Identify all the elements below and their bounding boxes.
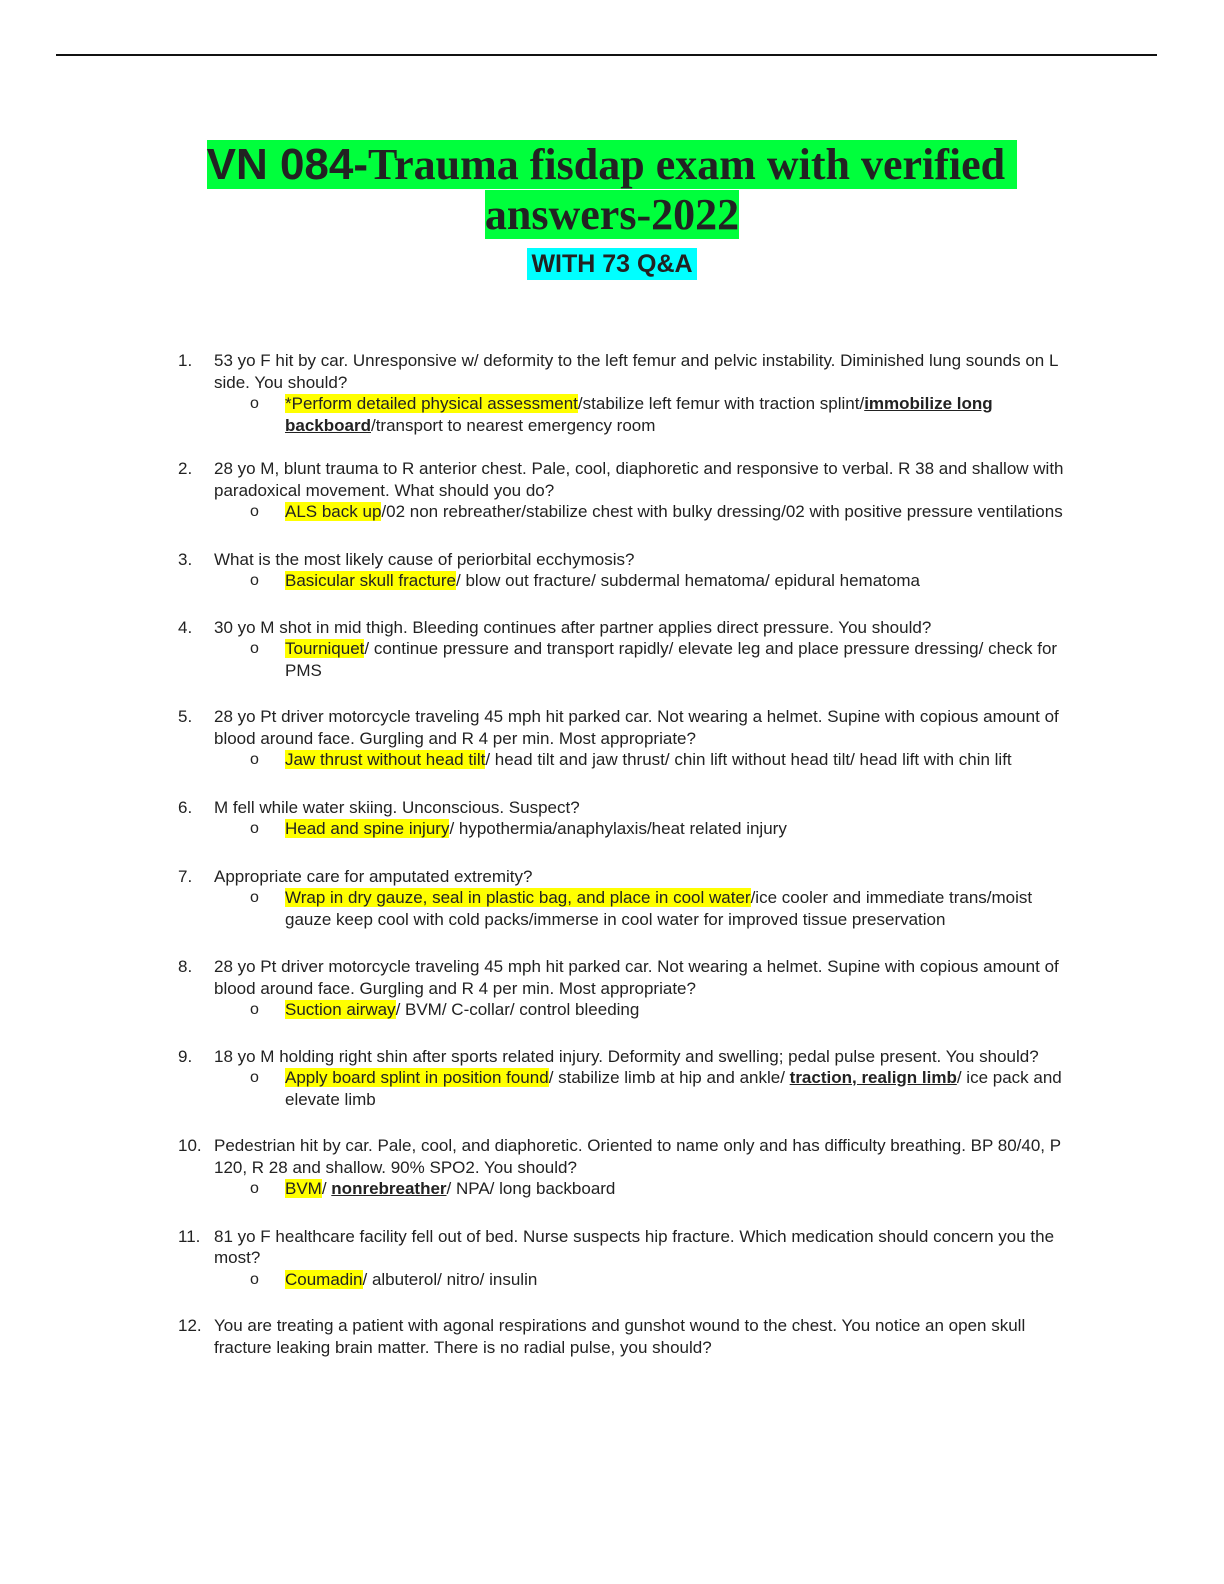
- options-text: [285, 749, 1075, 771]
- distractors: /: [321, 1179, 332, 1198]
- correct-answer: Suction airway: [285, 1000, 396, 1019]
- title-block: [0, 140, 1224, 280]
- answer-options: [0, 570, 1224, 592]
- question-item: [0, 956, 1224, 1021]
- answer-options: [0, 393, 1224, 436]
- answer-options: [0, 1269, 1224, 1291]
- question-number: 8.: [178, 957, 193, 976]
- question-text-wrap: [214, 797, 1064, 819]
- question-item: [0, 1135, 1224, 1200]
- bullet-icon: o: [250, 1001, 259, 1018]
- question-text: What is the most likely cause of periorbital ecchymosis?: [214, 549, 635, 569]
- distractors: / blow out fracture/ subdermal hematoma/ epidural hematoma: [456, 571, 920, 590]
- emphasized-option: traction, realign limb: [789, 1068, 957, 1087]
- bullet-icon: o: [250, 1069, 259, 1086]
- options-text: [285, 393, 1075, 436]
- distractors: /ice cooler and immediate trans/moist gauze keep cool with cold packs/immerse in cool water for improved tissue preservation: [285, 888, 1033, 929]
- distractors: / BVM/ C-collar/ control bleeding: [395, 1000, 640, 1019]
- question-number: 2.: [178, 459, 193, 478]
- distractors: / head tilt and jaw thrust/ chin lift without head tilt/ head lift with chin lift: [485, 750, 1012, 769]
- question-number: 1.: [178, 351, 193, 370]
- question-text: 28 yo Pt driver motorcycle traveling 45 mph hit parked car. Not wearing a helmet. Supine with copious amount of blood around face. Gurgling and R 4 per min. Most appropriate?: [214, 957, 1059, 998]
- correct-answer: *Perform detailed physical assessment: [285, 394, 578, 413]
- question-number: 6.: [178, 797, 193, 817]
- question-number: 4.: [178, 617, 193, 637]
- distractors: / hypothermia/anaphylaxis/heat related injury: [449, 819, 787, 838]
- options-text: [285, 818, 1075, 840]
- question-number: 7.: [178, 866, 193, 886]
- question-text-wrap: [214, 866, 1064, 888]
- bullet-icon: o: [250, 1180, 259, 1197]
- question-item: [0, 1226, 1224, 1291]
- question-number: 10.: [178, 1136, 202, 1155]
- correct-answer: Basicular skull fracture: [285, 571, 457, 590]
- distractors: /02 non rebreather/stabilize chest with bulky dressing/02 with positive pressure ventilations: [381, 502, 1063, 521]
- question-text: 81 yo F healthcare facility fell out of bed. Nurse suspects hip fracture. Which medication should concern you the most?: [214, 1226, 1055, 1267]
- title-line-1: [0, 140, 1224, 190]
- question-text-wrap: [214, 617, 1064, 639]
- bullet-icon: o: [250, 751, 259, 768]
- distractors-tail: / NPA/ long backboard: [446, 1179, 616, 1198]
- question-item: [0, 797, 1224, 840]
- options-text: [285, 999, 1075, 1021]
- question-number: 12.: [178, 1316, 202, 1335]
- answer-options: [0, 818, 1224, 840]
- question-text: You are treating a patient with agonal respirations and gunshot wound to the chest. You notice an open skull fracture leaking brain matter. There is no radial pulse, you should?: [214, 1316, 1026, 1357]
- options-text: [285, 1269, 1075, 1291]
- answer-options: [0, 501, 1224, 523]
- correct-answer: Coumadin: [285, 1269, 363, 1289]
- question-text-wrap: [214, 549, 1064, 571]
- question-text-wrap: [214, 1315, 1064, 1358]
- question-number: 5.: [178, 707, 193, 726]
- correct-answer: ALS back up: [285, 502, 382, 521]
- question-text: 30 yo M shot in mid thigh. Bleeding continues after partner applies direct pressure. You should?: [214, 617, 932, 637]
- distractors: / stabilize limb at hip and ankle/: [548, 1068, 790, 1087]
- question-item: [0, 866, 1224, 931]
- options-text: [285, 1178, 1075, 1200]
- bullet-icon: o: [250, 820, 259, 837]
- question-text-wrap: [214, 350, 1064, 393]
- question-text-wrap: [214, 1135, 1064, 1178]
- options-text: [285, 887, 1075, 930]
- question-text: M fell while water skiing. Unconscious. Suspect?: [214, 797, 580, 817]
- distractors: / continue pressure and transport rapidly/ elevate leg and place pressure dressing/ check for PMS: [285, 639, 1058, 680]
- question-text: 53 yo F hit by car. Unresponsive w/ deformity to the left femur and pelvic instability. Diminished lung sounds on L side. You should?: [214, 351, 1058, 392]
- bullet-icon: o: [250, 640, 259, 657]
- question-text-wrap: [214, 458, 1064, 501]
- correct-answer: Jaw thrust without head tilt: [285, 750, 486, 769]
- question-item: [0, 549, 1224, 592]
- bullet-icon: o: [250, 503, 259, 520]
- question-item: [0, 458, 1224, 523]
- question-number: 9.: [178, 1046, 193, 1066]
- distractors: / albuterol/ nitro/ insulin: [362, 1269, 538, 1289]
- distractors: /stabilize left femur with traction splint/: [577, 394, 865, 413]
- options-text: [285, 501, 1075, 523]
- answer-options: [0, 887, 1224, 930]
- distractors-tail: / ice pack and elevate limb: [285, 1068, 1062, 1109]
- title-code: VN 084-: [206, 140, 369, 189]
- bullet-icon: o: [250, 395, 259, 412]
- question-item: [0, 617, 1224, 682]
- question-item: [0, 706, 1224, 771]
- title-line-2: [0, 190, 1224, 240]
- bullet-icon: o: [250, 889, 259, 906]
- subtitle: WITH 73 Q&A: [527, 248, 696, 280]
- question-text-wrap: [214, 706, 1064, 749]
- question-item: [0, 1046, 1224, 1111]
- correct-answer: BVM: [285, 1179, 322, 1198]
- question-text: Pedestrian hit by car. Pale, cool, and diaphoretic. Oriented to name only and has difficulty breathing. BP 80/40, P 120, R 28 and shallow. 90% SPO2. You should?: [214, 1136, 1061, 1177]
- correct-answer: Apply board splint in position found: [285, 1068, 549, 1087]
- correct-answer: Head and spine injury: [285, 819, 450, 838]
- question-text-wrap: [214, 1046, 1064, 1068]
- options-text: [285, 570, 1075, 592]
- top-rule: [56, 54, 1157, 56]
- emphasized-option: immobilize long backboard: [285, 394, 993, 435]
- question-list: [0, 350, 1224, 1383]
- question-text: 28 yo Pt driver motorcycle traveling 45 mph hit parked car. Not wearing a helmet. Supine with copious amount of blood around face. Gurgling and R 4 per min. Most appropriate?: [214, 707, 1059, 748]
- question-item: [0, 1315, 1224, 1358]
- title-main: Trauma fisdap exam with verified: [368, 140, 1006, 189]
- answer-options: [0, 999, 1224, 1021]
- options-text: [285, 638, 1075, 681]
- bullet-icon: o: [250, 572, 259, 589]
- question-text-wrap: [214, 1226, 1064, 1269]
- answer-options: [0, 1067, 1224, 1110]
- question-text: 28 yo M, blunt trauma to R anterior chest. Pale, cool, diaphoretic and responsive to verbal. R 38 and shallow with paradoxical movement. What should you do?: [214, 459, 1064, 500]
- answer-options: [0, 749, 1224, 771]
- question-item: [0, 350, 1224, 436]
- question-text-wrap: [214, 956, 1064, 999]
- question-text: Appropriate care for amputated extremity?: [214, 866, 533, 886]
- question-number: 11.: [178, 1226, 201, 1246]
- correct-answer: Wrap in dry gauze, seal in plastic bag, and place in cool water: [285, 888, 751, 907]
- distractors-tail: /transport to nearest emergency room: [370, 415, 656, 435]
- bullet-icon: o: [250, 1270, 259, 1288]
- question-text: 18 yo M holding right shin after sports related injury. Deformity and swelling; pedal pulse present. You should?: [214, 1046, 1039, 1066]
- answer-options: [0, 638, 1224, 681]
- answer-options: [0, 1178, 1224, 1200]
- title-year: answers-2022: [484, 190, 740, 239]
- correct-answer: Tourniquet: [285, 639, 365, 658]
- question-number: 3.: [178, 549, 193, 569]
- options-text: [285, 1067, 1075, 1110]
- emphasized-option: nonrebreather: [331, 1179, 447, 1198]
